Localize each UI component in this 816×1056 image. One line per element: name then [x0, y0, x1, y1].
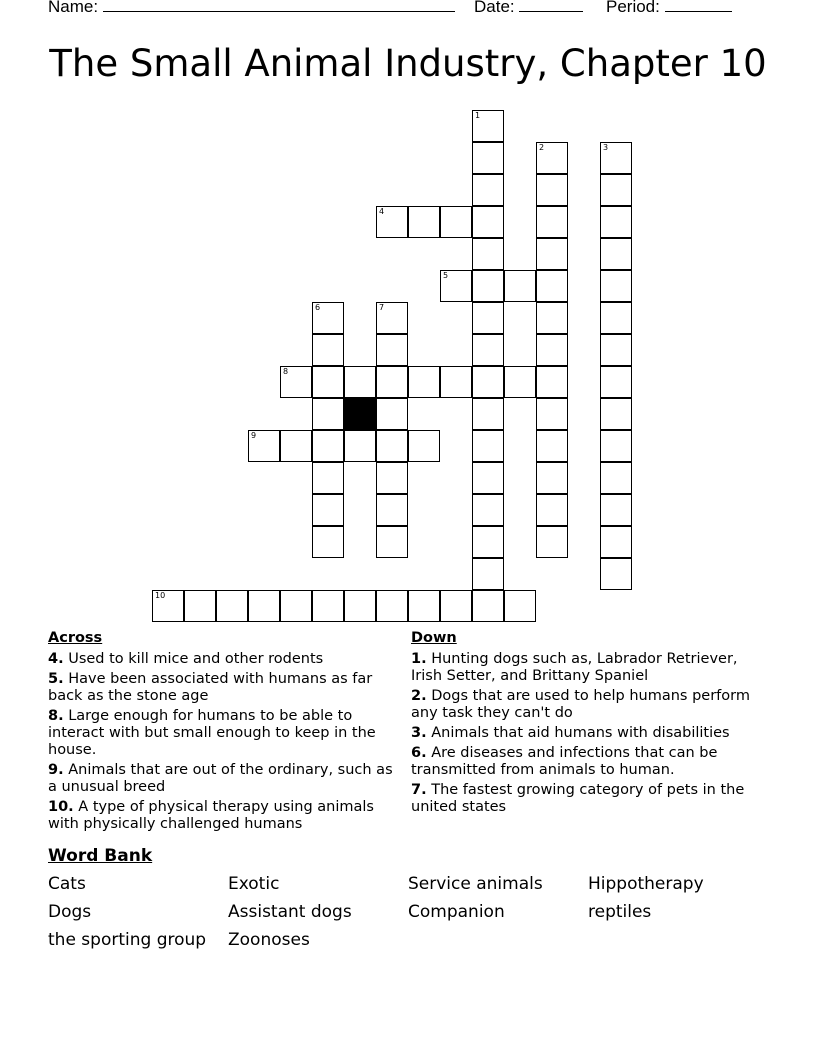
clue-number: 6 [315, 303, 321, 312]
crossword-cell[interactable] [376, 526, 408, 558]
crossword-cell[interactable] [600, 142, 632, 174]
crossword-cell[interactable] [152, 590, 184, 622]
crossword-cell[interactable] [472, 526, 504, 558]
crossword-cell[interactable] [312, 334, 344, 366]
crossword-cell[interactable] [472, 302, 504, 334]
name-label: Name: [48, 0, 99, 16]
clue-number: 5 [443, 271, 449, 280]
clue-item [411, 725, 761, 742]
crossword-cell[interactable] [344, 366, 376, 398]
crossword-cell[interactable] [312, 430, 344, 462]
black-cell [344, 398, 376, 430]
clue-num: 3. [411, 725, 427, 741]
clue-num: 2. [411, 688, 427, 704]
clue-text: Used to kill mice and other rodents [68, 651, 324, 667]
clue-num: 9. [48, 762, 64, 778]
crossword-cell[interactable] [440, 206, 472, 238]
crossword-cell[interactable] [600, 558, 632, 590]
crossword-cell[interactable] [504, 270, 536, 302]
crossword-cell[interactable] [472, 174, 504, 206]
word-bank-item: Dogs [48, 902, 92, 922]
clue-num: 1. [411, 651, 427, 667]
word-bank-item: Cats [48, 874, 86, 894]
crossword-cell[interactable] [536, 302, 568, 334]
clue-text: Large enough for humans to be able to interact with but small enough to keep in the house. [48, 708, 376, 758]
clue-text: Are diseases and infections that can be transmitted from animals to human. [411, 745, 718, 778]
crossword-cell[interactable] [440, 270, 472, 302]
clue-number: 7 [379, 303, 385, 312]
clue-num: 6. [411, 745, 427, 761]
crossword-cell[interactable] [536, 494, 568, 526]
crossword-cell[interactable] [472, 238, 504, 270]
crossword-cell[interactable] [376, 366, 408, 398]
crossword-cell[interactable] [536, 462, 568, 494]
crossword-cell[interactable] [536, 174, 568, 206]
word-bank-item: Assistant dogs [228, 902, 352, 922]
crossword-cell[interactable] [184, 590, 216, 622]
clue-text: Animals that are out of the ordinary, such as a unusual breed [48, 762, 393, 795]
crossword-cell[interactable] [376, 494, 408, 526]
crossword-cell[interactable] [376, 334, 408, 366]
crossword-cell[interactable] [248, 430, 280, 462]
crossword-cell[interactable] [216, 590, 248, 622]
date-field[interactable] [474, 0, 583, 17]
period-field[interactable] [606, 0, 732, 17]
crossword-cell[interactable] [344, 430, 376, 462]
crossword-cell[interactable] [376, 302, 408, 334]
crossword-cell[interactable] [536, 366, 568, 398]
crossword-cell[interactable] [408, 206, 440, 238]
down-clues [411, 630, 761, 819]
crossword-cell[interactable] [504, 366, 536, 398]
crossword-cell[interactable] [536, 334, 568, 366]
clue-number: 4 [379, 207, 385, 216]
crossword-cell[interactable] [600, 462, 632, 494]
word-bank-item: Hippotherapy [588, 874, 704, 894]
clue-item [411, 688, 761, 722]
clue-number: 3 [603, 143, 609, 152]
crossword-cell[interactable] [376, 462, 408, 494]
crossword-cell[interactable] [280, 590, 312, 622]
word-bank-item: reptiles [588, 902, 652, 922]
crossword-cell[interactable] [312, 590, 344, 622]
crossword-cell[interactable] [600, 174, 632, 206]
crossword-cell[interactable] [280, 366, 312, 398]
crossword-cell[interactable] [440, 366, 472, 398]
crossword-cell[interactable] [536, 270, 568, 302]
across-clues [48, 630, 398, 836]
crossword-cell[interactable] [376, 590, 408, 622]
clue-number: 9 [251, 431, 257, 440]
clue-text: Have been associated with humans as far back as the stone age [48, 671, 373, 704]
crossword-cell[interactable] [504, 590, 536, 622]
clue-text: Dogs that are used to help humans perform any task they can't do [411, 688, 750, 721]
clue-item [48, 762, 398, 796]
crossword-cell[interactable] [312, 526, 344, 558]
word-bank-item: Zoonoses [228, 930, 310, 950]
clue-num: 4. [48, 651, 64, 667]
down-heading: Down [411, 630, 457, 646]
crossword-cell[interactable] [376, 430, 408, 462]
crossword-cell[interactable] [600, 334, 632, 366]
crossword-cell[interactable] [472, 494, 504, 526]
crossword-cell[interactable] [536, 430, 568, 462]
clue-text: Hunting dogs such as, Labrador Retriever, Irish Setter, and Brittany Spaniel [411, 651, 738, 684]
crossword-cell[interactable] [312, 398, 344, 430]
clue-num: 7. [411, 782, 427, 798]
crossword-cell[interactable] [600, 366, 632, 398]
clue-num: 5. [48, 671, 64, 687]
crossword-cell[interactable] [472, 590, 504, 622]
clue-item [411, 651, 761, 685]
crossword-cell[interactable] [280, 430, 312, 462]
clue-item [411, 782, 761, 816]
clue-text: The fastest growing category of pets in the united states [411, 782, 745, 815]
crossword-cell[interactable] [312, 302, 344, 334]
crossword-cell[interactable] [536, 398, 568, 430]
clue-item [48, 708, 398, 759]
clue-num: 10. [48, 799, 74, 815]
crossword-cell[interactable] [408, 590, 440, 622]
word-bank-item: the sporting group [48, 930, 207, 950]
crossword-cell[interactable] [472, 430, 504, 462]
word-bank-heading: Word Bank [48, 846, 153, 866]
word-bank-item: Exotic [228, 874, 280, 894]
clue-item [411, 745, 761, 779]
crossword-cell[interactable] [472, 142, 504, 174]
crossword-cell[interactable] [472, 334, 504, 366]
word-bank-item: Companion [408, 902, 505, 922]
word-bank-item: Service animals [408, 874, 543, 894]
crossword-cell[interactable] [376, 398, 408, 430]
crossword-cell[interactable] [472, 462, 504, 494]
clue-number: 10 [155, 591, 166, 600]
page-title: The Small Animal Industry, Chapter 10 [49, 42, 767, 85]
crossword-cell[interactable] [312, 462, 344, 494]
date-label: Date: [474, 0, 515, 16]
crossword-cell[interactable] [408, 430, 440, 462]
name-field[interactable] [48, 0, 455, 17]
crossword-cell[interactable] [472, 110, 504, 142]
crossword-cell[interactable] [408, 366, 440, 398]
crossword-cell[interactable] [600, 302, 632, 334]
clue-num: 8. [48, 708, 64, 724]
crossword-cell[interactable] [600, 430, 632, 462]
crossword-cell[interactable] [536, 526, 568, 558]
clue-number: 2 [539, 143, 545, 152]
clue-item [48, 651, 398, 668]
crossword-cell[interactable] [600, 494, 632, 526]
crossword-cell[interactable] [440, 590, 472, 622]
period-label: Period: [606, 0, 660, 16]
clue-text: A type of physical therapy using animals with physically challenged humans [48, 799, 374, 832]
clue-item [48, 799, 398, 833]
across-heading: Across [48, 630, 103, 646]
crossword-cell[interactable] [600, 270, 632, 302]
clue-number: 1 [475, 111, 481, 120]
crossword-cell[interactable] [376, 206, 408, 238]
crossword-cell[interactable] [472, 398, 504, 430]
crossword-cell[interactable] [600, 238, 632, 270]
crossword-cell[interactable] [248, 590, 280, 622]
crossword-cell[interactable] [536, 238, 568, 270]
crossword-cell[interactable] [312, 494, 344, 526]
crossword-cell[interactable] [536, 206, 568, 238]
clue-item [48, 671, 398, 705]
crossword-cell[interactable] [600, 398, 632, 430]
crossword-cell[interactable] [312, 366, 344, 398]
crossword-cell[interactable] [344, 590, 376, 622]
clue-number: 8 [283, 367, 289, 376]
crossword-cell[interactable] [472, 206, 504, 238]
crossword-cell[interactable] [472, 270, 504, 302]
crossword-cell[interactable] [600, 206, 632, 238]
crossword-cell[interactable] [536, 142, 568, 174]
crossword-cell[interactable] [600, 526, 632, 558]
crossword-cell[interactable] [472, 366, 504, 398]
crossword-cell[interactable] [472, 558, 504, 590]
clue-text: Animals that aid humans with disabilities [431, 725, 730, 741]
